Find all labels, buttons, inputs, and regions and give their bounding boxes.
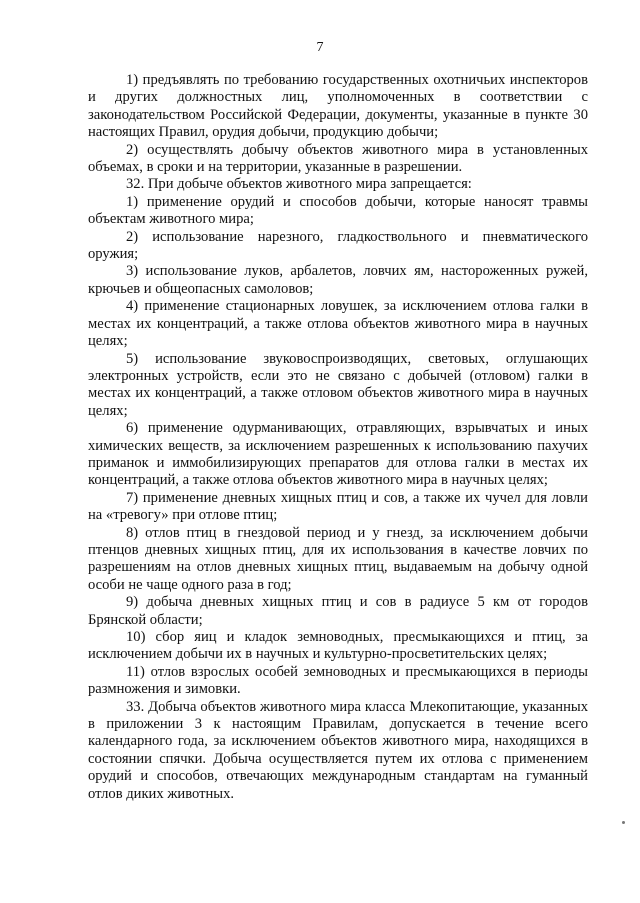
document-body (88, 72, 588, 803)
paragraph-32-item-9: 9) добыча дневных хищных птиц и сов в радиусе 5 км от городов Брянской области; (88, 594, 588, 628)
paragraph-32-item-5: 5) использование звуковоспроизводящих, световых, оглушающих электронных устройств, если это не связано с добычей (отловом) галки в местах их концентраций, а также отловом объектов животного мира в научных целях; (88, 350, 588, 419)
paragraph-32-item-1: 1) применение орудий и способов добычи, которые наносят травмы объектам животного мира; (88, 193, 588, 228)
paragraph-31-item-2: 2) осуществлять добычу объектов животного мира в установленных объемах, в сроки и на территории, указанные в разрешении. (88, 141, 588, 176)
scan-speck (622, 821, 625, 824)
paragraph-32-item-2: 2) использование нарезного, гладкоствольного и пневматического оружия; (88, 228, 588, 263)
page-number: 7 (316, 40, 324, 55)
paragraph-32-item-8: 8) отлов птиц в гнездовой период и у гнезд, за исключением добычи птенцов дневных хищных птиц, для их использования в качестве ловчих по разрешениям на отлов дневных хищных птиц, выдаваемым на добычу одной особи не чаще одного раза в год; (88, 524, 588, 593)
paragraph-32-item-4: 4) применение стационарных ловушек, за исключением отлова галки в местах их концентраций, а также отлова объектов животного мира в научных целях; (88, 298, 588, 350)
paragraph-32-item-7: 7) применение дневных хищных птиц и сов, а также их чучел для ловли на «тревогу» при отлове птиц; (88, 489, 588, 524)
paragraph-32-item-10: 10) сбор яиц и кладок земноводных, пресмыкающихся и птиц, за исключением добычи их в научных и культурно-просветительских целях; (88, 629, 588, 663)
paragraph-32-heading: 32. При добыче объектов животного мира запрещается: (126, 176, 472, 193)
paragraph-32-item-6: 6) применение одурманивающих, отравляющих, взрывчатых и иных химических веществ, за исключением разрешенных к использованию пахучих приманок и иммобилизирующих препаратов для отлова галки в местах их концентраций, а также отлова объектов животного мира в научных целях; (88, 420, 588, 489)
paragraph-32-item-11: 11) отлов взрослых особей земноводных и пресмыкающихся в периоды размножения и зимовки. (88, 663, 588, 698)
paragraph-32-item-3: 3) использование луков, арбалетов, ловчих ям, настороженных ружей, крючьев и общеопасных самоловов; (88, 263, 588, 297)
paragraph-31-item-1: 1) предъявлять по требованию государственных охотничьих инспекторов и других должностных лиц, уполномоченных в соответствии с законодательством Российской Федерации, документы, указанные в пункте 30 настоящих Правил, орудия добычи, продукцию добычи; (88, 72, 588, 141)
paragraph-33: 33. Добыча объектов животного мира класса Млекопитающие, указанных в приложении 3 к настоящим Правилам, допускается в течение всего календарного года, за исключением объектов животного мира, находящихся в состоянии спячки. Добыча осуществляется путем их отлова с применением орудий и способов, отвечающих международным стандартам на гуманный отлов диких животных. (88, 698, 588, 802)
